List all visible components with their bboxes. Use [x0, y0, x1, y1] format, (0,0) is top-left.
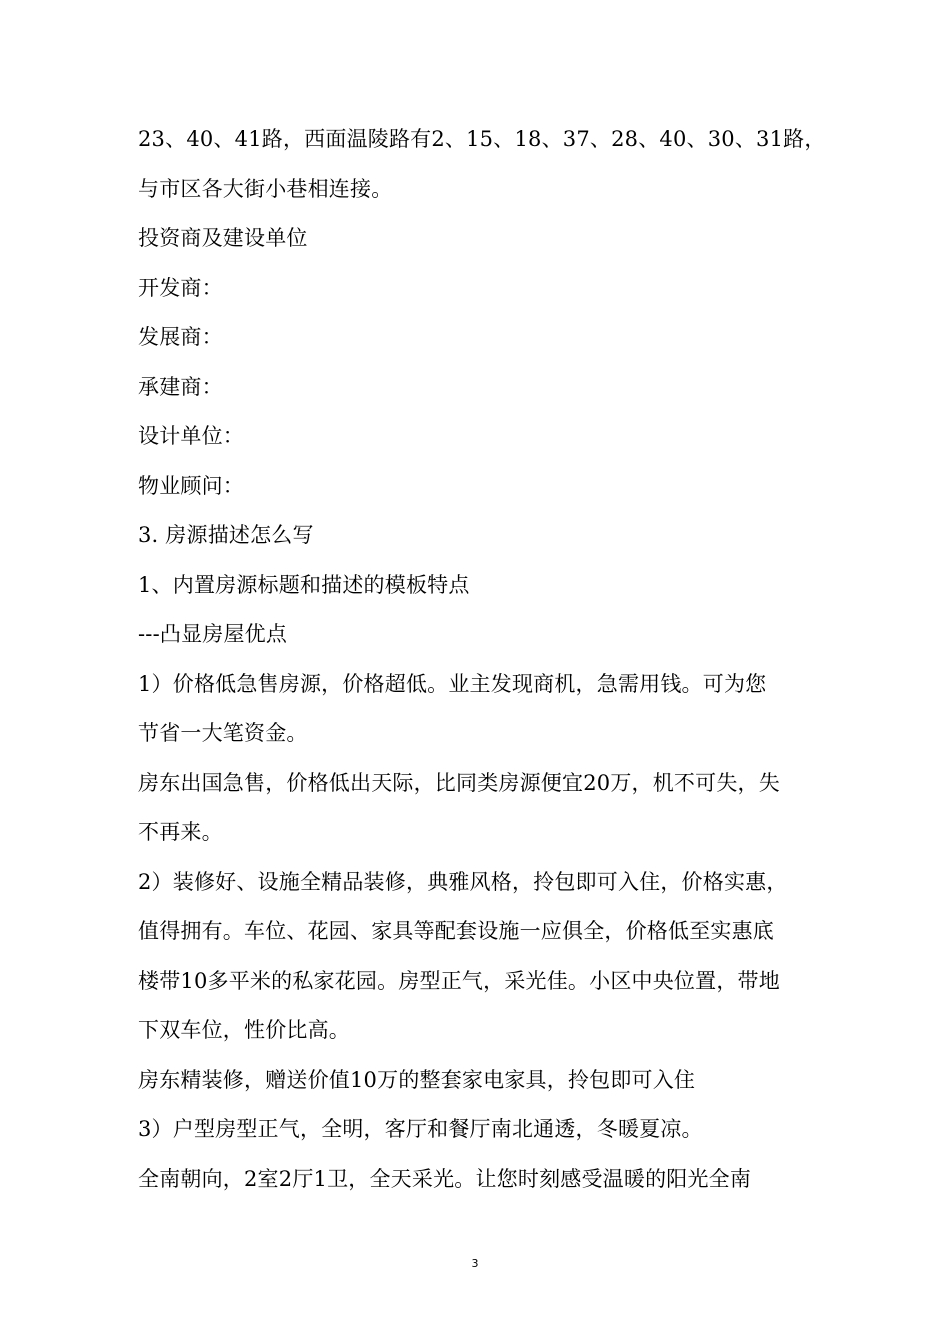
text-line: 值得拥有。车位、花园、家具等配套设施一应俱全，价格低至实惠底 — [138, 919, 774, 943]
subsection-heading: 1、内置房源标题和描述的模板特点 — [138, 572, 470, 597]
page-body — [138, 121, 828, 1210]
field-development-company: 发展商： — [138, 325, 223, 349]
section-heading: 投资商及建设单位 — [138, 226, 308, 250]
field-property-consultant: 物业顾问： — [138, 473, 244, 498]
subsection-subtitle: ---凸显房屋优点 — [138, 622, 288, 646]
field-design-unit: 设计单位： — [138, 424, 244, 448]
page-number: 3 — [471, 1257, 479, 1270]
text-line: 节省一大笔资金。 — [138, 721, 308, 745]
text-line: 与市区各大街小巷相连接。 — [138, 176, 393, 201]
text-line: 23、40、41路，西面温陵路有2、15、18、37、28、40、30、31路， — [138, 127, 826, 151]
text-line: 2）装修好、设施全精品装修，典雅风格，拎包即可入住，价格实惠， — [138, 869, 788, 894]
text-line: 1）价格低急售房源，价格超低。业主发现商机，急需用钱。可为您 — [138, 671, 767, 696]
field-developer: 开发商： — [138, 275, 223, 300]
text-line: 房东精装修，赠送价值10万的整套家电家具，拎包即可入住 — [138, 1067, 696, 1092]
text-line: 下双车位，性价比高。 — [138, 1018, 350, 1042]
section-heading: 3. 房源描述怎么写 — [138, 523, 314, 547]
text-line: 全南朝向，2室2厅1卫，全天采光。让您时刻感受温暖的阳光全南 — [138, 1166, 752, 1191]
field-contractor: 承建商： — [138, 374, 223, 399]
text-line: 楼带10多平米的私家花园。房型正气，采光佳。小区中央位置，带地 — [138, 968, 780, 993]
text-line: 不再来。 — [138, 820, 223, 844]
text-line: 房东出国急售，价格低出天际，比同类房源便宜20万，机不可失，失 — [138, 770, 780, 795]
text-line: 3）户型房型正气，全明，客厅和餐厅南北通透，冬暖夏凉。 — [138, 1117, 703, 1141]
